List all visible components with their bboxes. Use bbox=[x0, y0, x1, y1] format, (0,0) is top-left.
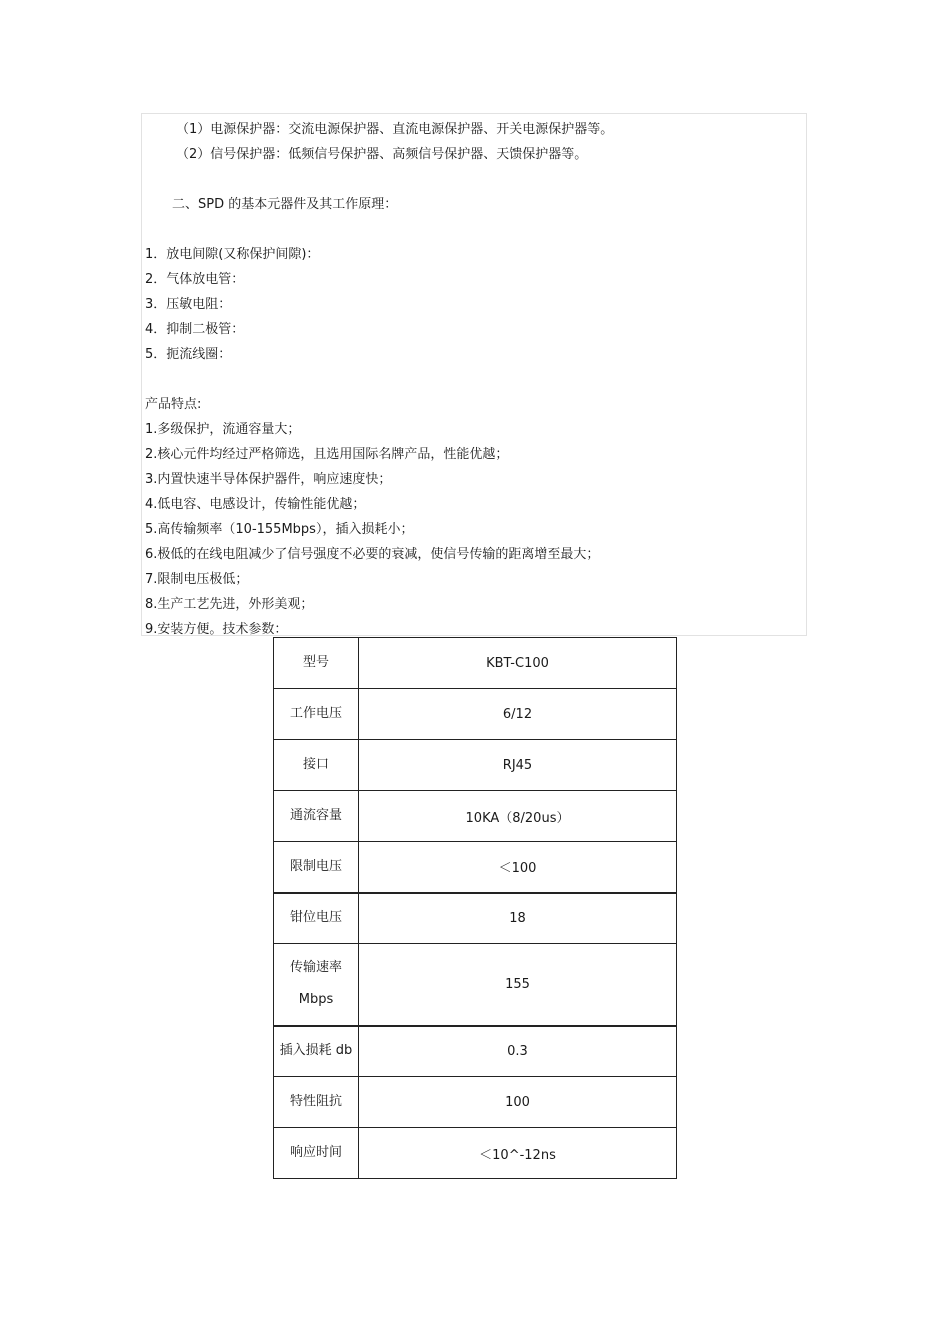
features-heading: 产品特点: bbox=[145, 397, 202, 412]
table-row bbox=[274, 1077, 677, 1128]
spec-value: KBT-C100 bbox=[359, 638, 677, 689]
spec-label: 限制电压 bbox=[274, 842, 359, 893]
feature-item: 1.多级保护，流通容量大； bbox=[145, 422, 301, 437]
spec-value: RJ45 bbox=[359, 740, 677, 791]
section-heading: 二、SPD 的基本元器件及其工作原理： bbox=[172, 197, 398, 212]
component-item: 1．放电间隙(又称保护间隙)： bbox=[145, 247, 320, 262]
table-row bbox=[274, 1026, 677, 1077]
component-item: 3．压敏电阻： bbox=[145, 297, 232, 312]
feature-item: 3.内置快速半导体保护器件，响应速度快； bbox=[145, 472, 392, 487]
spec-label: 通流容量 bbox=[274, 791, 359, 842]
spec-value: ＜100 bbox=[359, 842, 677, 893]
spec-label: 型号 bbox=[274, 638, 359, 689]
table-row bbox=[274, 944, 677, 1026]
spec-label-cell bbox=[274, 944, 359, 1026]
table-row bbox=[274, 842, 677, 893]
spec-label-unit: Mbps bbox=[298, 992, 334, 1008]
spec-label: 传输速率 bbox=[289, 960, 342, 976]
table-row bbox=[274, 1128, 677, 1179]
spec-label: 响应时间 bbox=[274, 1128, 359, 1179]
table-row bbox=[274, 791, 677, 842]
type-item-power: （1）电源保护器：交流电源保护器、直流电源保护器、开关电源保护器等。 bbox=[176, 122, 614, 137]
component-item: 2．气体放电管： bbox=[145, 272, 245, 287]
feature-item: 5.高传输频率（10-155Mbps），插入损耗小； bbox=[145, 522, 414, 537]
spec-value: 6/12 bbox=[359, 689, 677, 740]
feature-item: 4.低电容、电感设计，传输性能优越； bbox=[145, 497, 366, 512]
table-row bbox=[274, 893, 677, 944]
type-item-signal: （2）信号保护器：低频信号保护器、高频信号保护器、天馈保护器等。 bbox=[176, 147, 588, 162]
spec-value: 0.3 bbox=[359, 1026, 677, 1077]
component-item: 5．扼流线圈： bbox=[145, 347, 232, 362]
spec-label: 插入损耗 db bbox=[274, 1026, 359, 1077]
spec-label: 钳位电压 bbox=[274, 893, 359, 944]
feature-item: 8.生产工艺先进，外形美观； bbox=[145, 597, 314, 612]
spec-label: 接口 bbox=[274, 740, 359, 791]
feature-item: 6.极低的在线电阻减少了信号强度不必要的衰减，使信号传输的距离增至最大； bbox=[145, 547, 600, 562]
spec-value: 100 bbox=[359, 1077, 677, 1128]
spec-value: 155 bbox=[359, 944, 677, 1026]
feature-item: 9.安装方便。技术参数： bbox=[145, 622, 288, 637]
spec-label: 特性阻抗 bbox=[274, 1077, 359, 1128]
component-item: 4．抑制二极管： bbox=[145, 322, 245, 337]
feature-item: 7.限制电压极低； bbox=[145, 572, 249, 587]
table-row bbox=[274, 689, 677, 740]
document-text-block bbox=[141, 113, 807, 636]
spec-value: ＜10^-12ns bbox=[359, 1128, 677, 1179]
table-row bbox=[274, 740, 677, 791]
feature-item: 2.核心元件均经过严格筛选，且选用国际名牌产品，性能优越； bbox=[145, 447, 509, 462]
spec-value: 18 bbox=[359, 893, 677, 944]
table-row bbox=[274, 638, 677, 689]
spec-table bbox=[273, 637, 677, 1179]
spec-label: 工作电压 bbox=[274, 689, 359, 740]
spec-value: 10KA（8/20us） bbox=[359, 791, 677, 842]
